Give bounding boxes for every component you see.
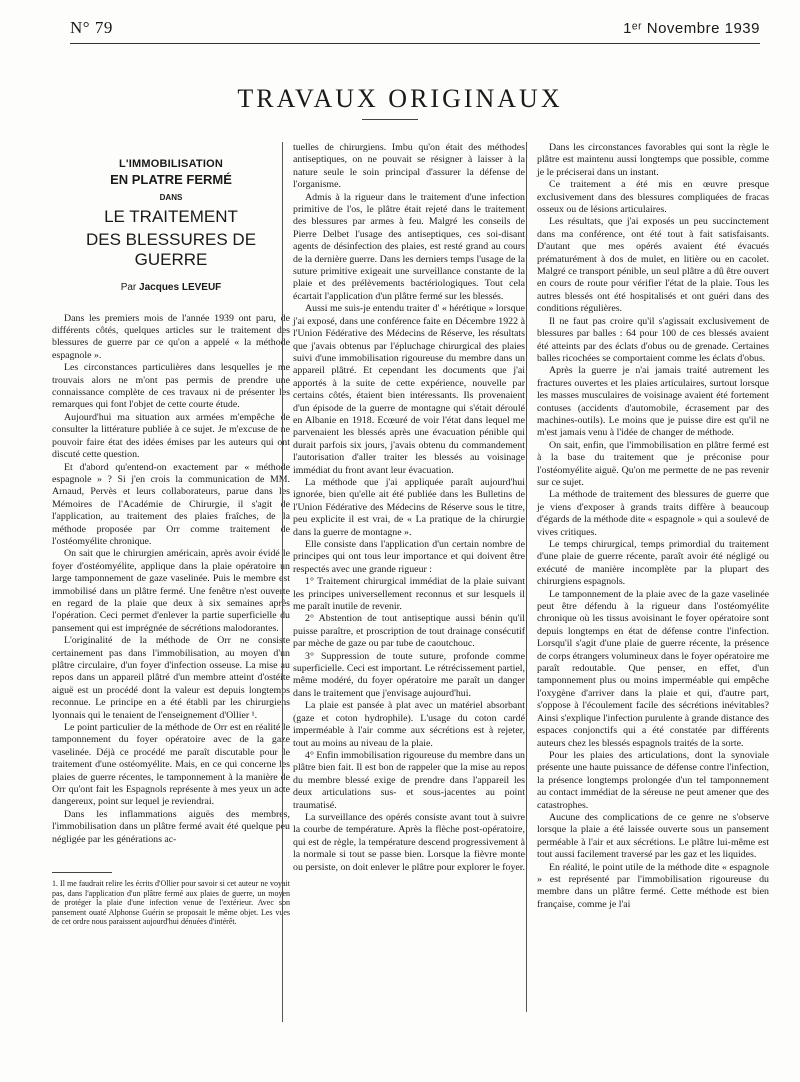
paragraph: L'originalité de la méthode de Orr ne consiste certainement pas dans l'immobilisation, au moyen d'un plâtre circulaire, d'un foyer d'infection osseuse. La mise au repos dans un appareil plâtré d'un membre atteint d'ostéite aiguë est un procédé dont la valeur est depuis longtemps reconnue. Le principe en a été établi par les chirurgiens lyonnais qui le tenaient de l'enseignement d'Ollier ¹. (52, 635, 290, 721)
paragraph: Le temps chirurgical, temps primordial du traitement d'une plaie de guerre récente, paraît avoir été négligé ou exécuté de manière incomplète par la plupart des chirurgiens espagnols. (537, 539, 769, 588)
paragraph: Après la guerre je n'ai jamais traité autrement les fractures ouvertes et les plaies articulaires, surtout lorsque les masses musculaires de voisinage avaient été fortement contuses (accidents d'automobile, écrasement par des machines-outils). Le moins que je puisse dire est qu'il ne m'est jamais venu à l'idée de changer de méthode. (537, 365, 769, 439)
paragraph: Dans les inflammations aiguës des membres, l'immobilisation dans un plâtre fermé avait été quelque peu négligée par les générations ac- (52, 808, 290, 845)
title-rule (362, 119, 418, 120)
paragraph: Elle consiste dans l'application d'un certain nombre de principes qui ont tous leur importance et qui doivent être respectés avec une grande rigueur : (293, 539, 525, 575)
paragraph: Admis à la rigueur dans le traitement d'une infection primitive de l'os, le plâtre était rejeté dans le traitement des blessures par armes à feu. Malgré les conseils de Pierre Delbet l'usage des antiseptiques, ces soi-disant agents de désinfection des plaies, est resté grand au cours de la dernière guerre. Dans les derniers temps l'usage de la suture primitive exigeait une surveillance constante de la plaie et des prélèvements bactériologiques. Tout cela écartait l'application d'un plâtre fermé sur les blessés. (293, 191, 525, 302)
paragraph: Les résultats, que j'ai exposés un peu succinctement dans ma conférence, ont été tout à fait satisfaisants. D'autant que mes opérés avaient été évacués prématurément à dos de mulet, en litière ou en cacolet. Malgré ce transport pénible, un seul plâtre a dû être ouvert en cours de route pour vérifier l'état de la plaie. Tous les autres blessés ont été hospitalisés et ont guéri dans des conditions régulières. (537, 216, 769, 315)
paragraph: Dans les premiers mois de l'année 1939 ont paru, de différents côtés, quelques articles sur le traitement des blessures de guerre par ce qu'on a appelé « la méthode espagnole ». (52, 312, 290, 361)
paragraph: Aussi me suis-je entendu traiter d' « hérétique » lorsque j'ai exposé, dans une conférence faite en Décembre 1922 à l'Union Fédérative des Médecins de Réserve, les résultats que j'avais obtenus par l'épluchage chirurgical des plaies suivi d'une immobilisation rigoureuse du membre dans un appareil plâtré. Et cependant les documents que j'ai apportés à la suite de cette expérience, nouvelle par certains côtés, étaient bien intéressants. Ils provenaient d'un épisode de la guerre de montagne qui s'était déroulé en Albanie en 1918. Ecœuré de voir l'état dans lequel me parvenaient les blessés après une évacuation pénible qui durait parfois six jours, j'avais obtenu du commandement l'autorisation d'aller traiter les blessés au voisinage immédiat du front avant leur évacuation. (293, 303, 525, 476)
paragraph: Le tamponnement de la plaie avec de la gaze vaselinée peut être défendu à la rigueur dans l'ostéomyélite chronique où les tissus avoisinant le foyer opératoire sont depuis longtemps en état de défense contre l'infection. Lorsqu'il s'agit d'une plaie de guerre récente, la présence de corps étrangers volumineux dans le foyer opératoire me paraît redoutable. Que penser, en effet, d'un tamponnement plus ou moins imperméable qui empêche l'oxygène d'arriver dans la plaie et qui, d'autre part, s'oppose à l'écoulement facile des sécrétions inévitables? Ainsi s'explique l'infection purulente à grande distance des espaces conjonctifs qui a été constatée par différents auteurs chez les blessés espagnols traités de la sorte. (537, 588, 769, 749)
paragraph: En réalité, le point utile de la méthode dite « espagnole » est représenté par l'immobilisation rigoureuse du membre dans un plâtre fermé. Cette méthode est bien française, comme je l'ai (537, 861, 769, 910)
column-3 (526, 142, 769, 1012)
author-name: Jacques LEVEUF (139, 282, 222, 294)
paragraph: On sait, enfin, que l'immobilisation en plâtre fermé est à la base du traitement que je préconise pour l'ostéomyélite aiguë. Qu'on me permette de ne pas revenir sur ce sujet. (537, 439, 769, 488)
paragraph: Dans les circonstances favorables qui sont la règle le plâtre est maintenu aussi longtemps que possible, comme je le préciserai dans un instant. (537, 142, 769, 178)
article-title-block (52, 158, 290, 295)
paragraph: Il ne faut pas croire qu'il s'agissait exclusivement de blessures par balles : 64 pour 100 de ces blessés avaient été atteints par des éclats d'obus ou de grenade. Certaines balles ricochées se comportaient comme les éclats d'obus. (537, 315, 769, 364)
list-item: 1° Traitement chirurgical immédiat de la plaie suivant les principes universellement reconnus et sur lesquels il me paraît inutile de revenir. (293, 576, 525, 613)
paragraph: Les circonstances particulières dans lesquelles je me trouvais alors ne m'ont pas permis de prendre une connaissance complète de ces travaux ni de présenter les remarques qui font l'objet de cette courte étude. (52, 362, 290, 411)
article-title-line-4: LE TRAITEMENT (104, 207, 238, 227)
paragraph: Ce traitement a été mis en œuvre presque exclusivement dans des blessures compliquées de fracas osseux ou de lésions articulaires. (537, 179, 769, 216)
paragraph: On sait que le chirurgien américain, après avoir évidé le foyer d'ostéomyélite, applique dans la plaie opératoire un large tamponnement de gaze vaselinée. Puis le membre est immobilisé dans un plâtre fermé. Une fenêtre n'est ouverte en regard de la plaie que deux à six semaines après l'opération. Ceci permet d'enlever la partie superficielle du pansement qui est imprégnée de sécrétions malodorantes. (52, 548, 290, 634)
issue-number: N° 79 (70, 18, 113, 37)
footnote-rule (52, 872, 112, 873)
article-title-line-1: L'IMMOBILISATION (119, 158, 223, 170)
paragraph: Aujourd'hui ma situation aux armées m'empêche de consulter la littérature publiée à ce sujet. Je m'excuse de ne pouvoir faire état des idées émises par les auteurs qui ont discuté cette question. (52, 411, 290, 461)
list-item: 4° Enfin immobilisation rigoureuse du membre dans un plâtre bien fait. Il est bon de rappeler que la mise au repos du membre blessé exige de prendre dans l'appareil les deux articulations sus- et sous-jacentes au point traumatisé. (293, 749, 525, 811)
byline-prefix: Par (120, 282, 137, 294)
section-title: TRAVAUX ORIGINAUX (237, 84, 563, 113)
paragraph: La plaie est pansée à plat avec un matériel absorbant (gaze et coton hydrophile). L'usage du coton cardé imperméable à l'air comme aux sécrétions est à rejeter, tout au moins au niveau de la plaie. (293, 700, 525, 749)
paragraph: La surveillance des opérés consiste avant tout à suivre la courbe de température. Après la flèche post-opératoire, qui est de règle, la température descend progressivement à la normale si tout se passe bien. Lorsque la fièvre monte ou persiste, on doit enlever le plâtre pour explorer le foyer. (293, 811, 525, 873)
paragraph: Pour les plaies des articulations, dont la synoviale présente une haute puissance de défense contre l'infection, la présence longtemps prolongée d'un tel tamponnement au contact immédiat de la séreuse ne peut amener que des catastrophes. (537, 749, 769, 811)
paragraph: tuelles de chirurgiens. Imbu qu'on était des méthodes antiseptiques, on ne pouvait se résigner à laisser à la nature seule le soin principal d'assurer la défense de l'organisme. (293, 142, 525, 191)
paragraph: La méthode que j'ai appliquée paraît aujourd'hui ignorée, bien qu'elle ait été publiée dans les Bulletins de l'Union Fédérative des Médecins de Réserve sous le titre, peu explicite il est vrai, de « La pratique de la chirurgie dans la guerre de montagne ». (293, 476, 525, 538)
list-item: 2° Abstention de tout antiseptique aussi bénin qu'il puisse paraître, et proscription de tout drainage consécutif par mèche de gaze ou par tube de caoutchouc. (293, 613, 525, 650)
paragraph: La méthode de traitement des blessures de guerre que je viens d'exposer à grands traits diffère à beaucoup d'égards de la méthode dite « espagnole » qui a soulevé de vives critiques. (537, 489, 769, 538)
article-title-line-5: DES BLESSURES DE GUERRE (85, 230, 257, 270)
column-1 (52, 146, 290, 927)
list-item: 3° Suppression de toute suture, profonde comme superficielle. Ceci est important. Le rétrécissement partiel, même modéré, du foyer opératoire me paraît un danger dans le traitement que j'envisage aujourd'hui. (293, 650, 525, 699)
header-rule (70, 43, 760, 44)
column-2 (282, 142, 525, 1022)
paragraph: Aucune des complications de ce genre ne s'observe lorsque la plaie a été laissée ouverte sous un pansement perméable à l'air et aux sécrétions. Le plâtre lui-même est tout aussi facilement traversé par les gaz et les liquides. (537, 811, 769, 861)
article-byline (52, 282, 290, 294)
page-header (70, 18, 760, 38)
article-title-line-3: DANS (159, 192, 183, 202)
footnote: 1. Il me faudrait relire les écrits d'Ollier pour savoir si cet auteur ne voyait pas, dans l'application d'un plâtre fermé aux plaies de guerre, un moyen de protéger la plaie d'une infection venue de l'extérieur. Avec son pansement ouaté Alphonse Guérin se proposait le même objet. Les vues de cet ordre nous paraissent aujourd'hui dénuées d'intérêt. (52, 879, 290, 927)
paragraph: Le point particulier de la méthode de Orr est en réalité le tamponnement du foyer opératoire avec de la gaze vaselinée. Déjà ce procédé me paraît discutable pour le traitement d'une ostéomyélite. Mais, en ce qui concerne les plaies de guerre récentes, le tamponnement à la manière de Orr qu'ont fait les Espagnols représente à mes yeux un acte dangereux, point sur lequel je reviendrai. (52, 722, 290, 808)
paragraph: Et d'abord qu'entend-on exactement par « méthode espagnole » ? Si j'en crois la communication de MM. Arnaud, Pervès et leurs collaborateurs, parue dans les Mémoires de l'Académie de Chirurgie, il s'agit de l'application, au traitement des plaies fraîches, de la méthode proposée par Orr comme traitement de l'ostéomyélite chronique. (52, 461, 290, 547)
article-title-line-2: EN PLATRE FERMÉ (110, 172, 232, 188)
issue-date: 1ᵉʳ Novembre 1939 (623, 20, 760, 37)
